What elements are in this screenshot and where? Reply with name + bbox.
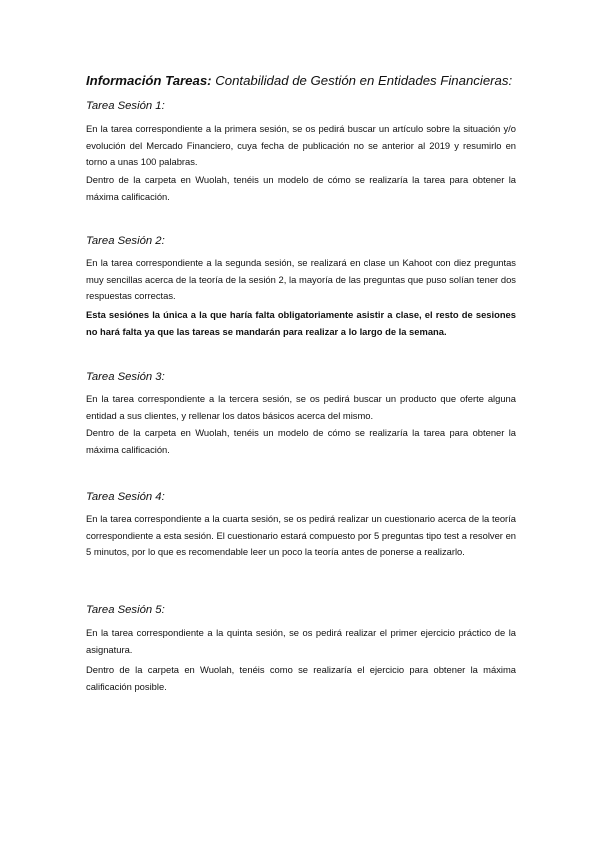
section-4-paragraph-1: En la tarea correspondiente a la cuarta sesión, se os pedirá realizar un cuestionario acerca de la teoría correspondiente a esta sesión. El cuestionario estará compuesto por 5 preguntas tipo test a resolver en 5 minutos, por lo que es recomendable leer un poco la teoría antes de ponerse a realizarlo. xyxy=(86,513,516,558)
section-1-paragraph-2: Dentro de la carpeta en Wuolah, tenéis un modelo de cómo se realizaría la tarea para obtener la máxima calificación. xyxy=(86,174,516,202)
section-heading-sesion-4: Tarea Sesión 4: xyxy=(86,491,165,503)
section-2-paragraph-2: Esta sesiónes la única a la que haría falta obligatoriamente asistir a clase, el resto de sesiones no hará falta ya que las tareas se mandarán para realizar a lo largo de la semana. xyxy=(86,309,516,337)
document-title xyxy=(86,72,526,90)
section-5-paragraph-1: En la tarea correspondiente a la quinta sesión, se os pedirá realizar el primer ejercicio práctico de la asignatura. xyxy=(86,627,516,655)
section-heading-sesion-3: Tarea Sesión 3: xyxy=(86,371,165,383)
section-5-paragraph-2: Dentro de la carpeta en Wuolah, tenéis como se realizaría el ejercicio para obtener la máxima calificación posible. xyxy=(86,664,516,692)
section-heading-sesion-2: Tarea Sesión 2: xyxy=(86,235,165,247)
section-heading-sesion-1: Tarea Sesión 1: xyxy=(86,100,165,112)
section-2-paragraph-1: En la tarea correspondiente a la segunda sesión, se realizará en clase un Kahoot con diez preguntas muy sencillas acerca de la teoría de la sesión 2, la mayoría de las preguntas que puso solían tener dos respuestas correctas. xyxy=(86,257,516,302)
section-1-paragraph-1: En la tarea correspondiente a la primera sesión, se os pedirá buscar un artículo sobre la situación y/o evolución del Mercado Financiero, cuya fecha de publicación no se anterior al 2019 y resumirlo en torno a unas 100 palabras. xyxy=(86,123,516,168)
document-title-subject: Contabilidad de Gestión en Entidades Financieras: xyxy=(211,73,513,88)
document-title-lead: Información Tareas: xyxy=(86,73,212,88)
section-3-paragraph-1: En la tarea correspondiente a la tercera sesión, se os pedirá buscar un producto que oferte alguna entidad a sus clientes, y rellenar los datos básicos acerca del mismo. xyxy=(86,393,516,421)
section-3-paragraph-2: Dentro de la carpeta en Wuolah, tenéis un modelo de cómo se realizaría la tarea para obtener la máxima calificación. xyxy=(86,427,516,455)
section-heading-sesion-5: Tarea Sesión 5: xyxy=(86,604,165,616)
